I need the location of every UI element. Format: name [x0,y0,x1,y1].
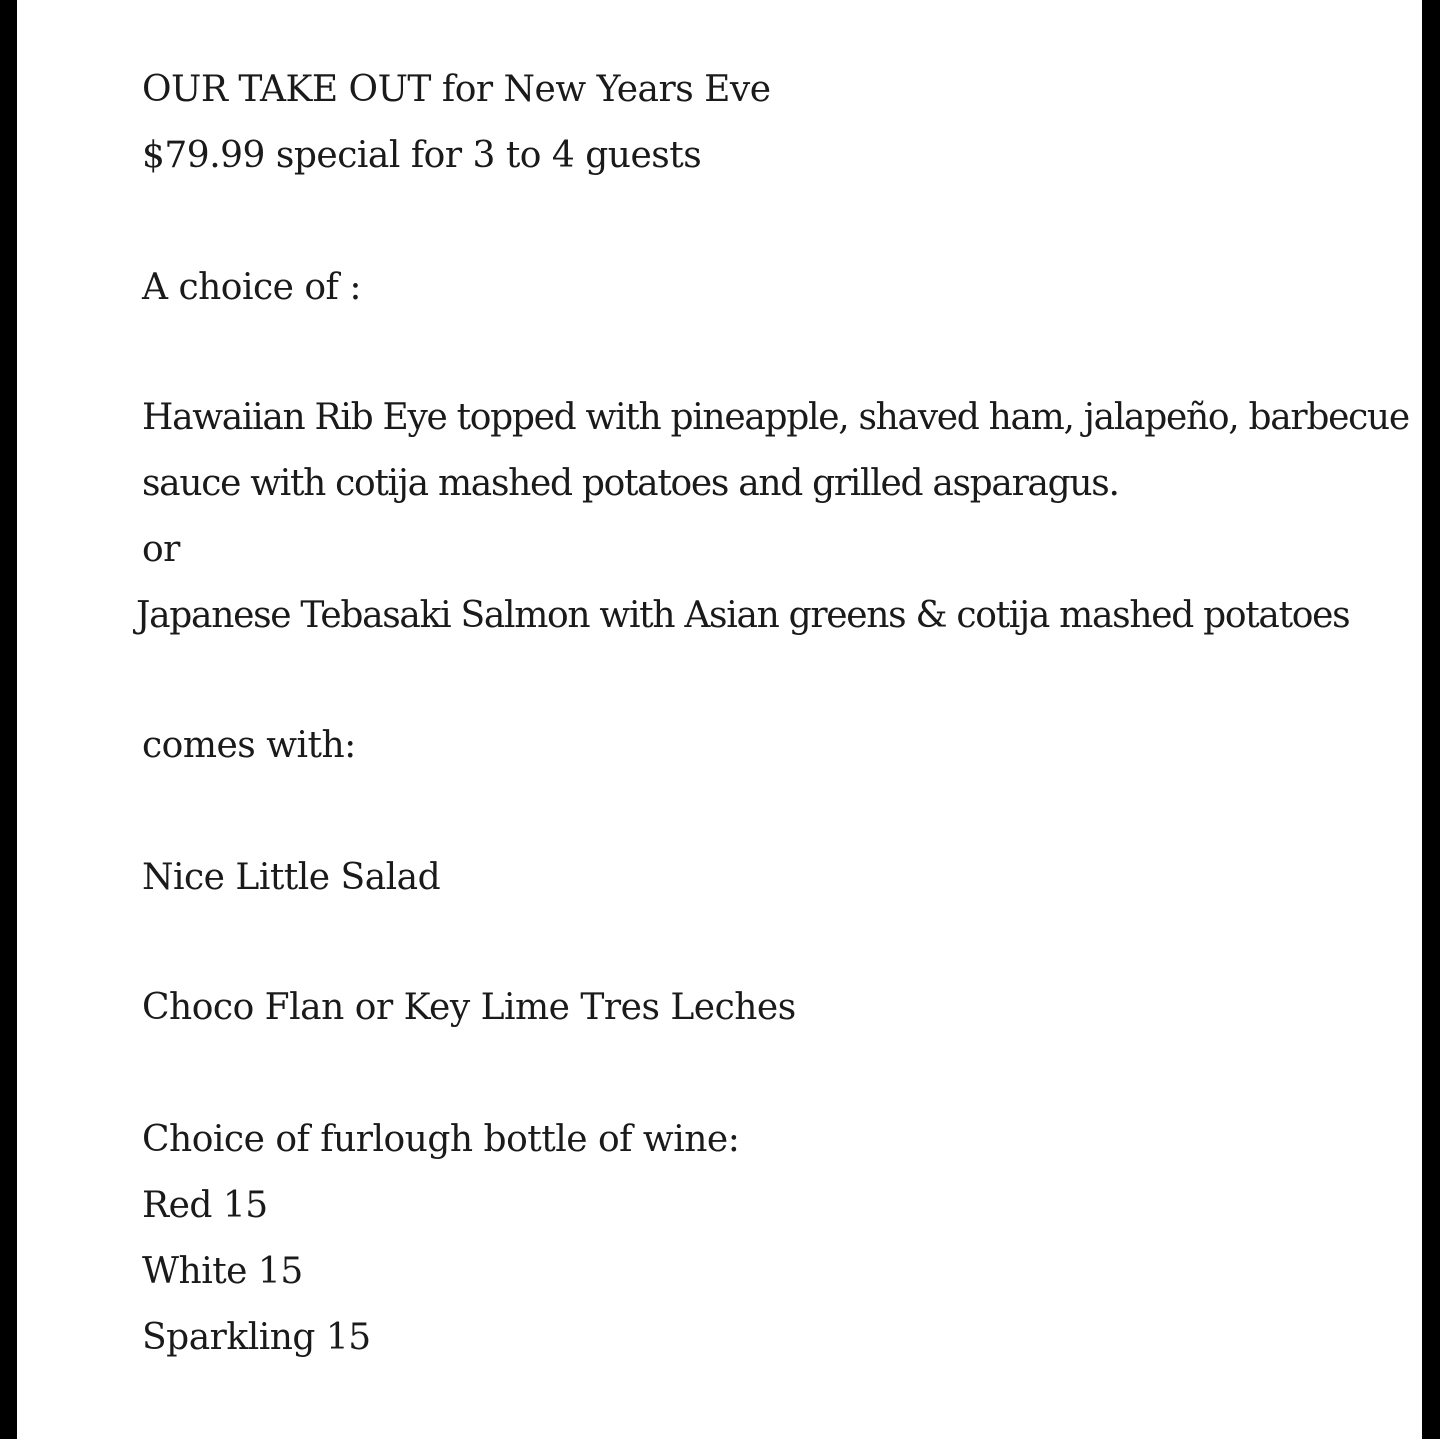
price-line: $79.99 special for 3 to 4 guests [142,135,702,176]
option-2: Japanese Tebasaki Salmon with Asian greens & cotija mashed potatoes [136,595,1350,636]
wine-item-red: Red 15 [142,1185,268,1226]
option-1-line-2: sauce with cotija mashed potatoes and grilled asparagus. [142,463,1119,504]
option-separator: or [142,529,180,570]
choice-heading: A choice of : [142,267,361,308]
salad-item: Nice Little Salad [142,857,441,898]
comes-with-heading: comes with: [142,725,356,766]
dessert-item: Choco Flan or Key Lime Tres Leches [142,987,796,1028]
wine-heading: Choice of furlough bottle of wine: [142,1119,740,1160]
menu-title: OUR TAKE OUT for New Years Eve [142,69,771,110]
wine-item-white: White 15 [142,1251,303,1292]
wine-item-sparkling: Sparkling 15 [142,1317,371,1358]
menu-page [17,0,1422,1439]
option-1-line-1: Hawaiian Rib Eye topped with pineapple, shaved ham, jalapeño, barbecue [142,397,1409,438]
